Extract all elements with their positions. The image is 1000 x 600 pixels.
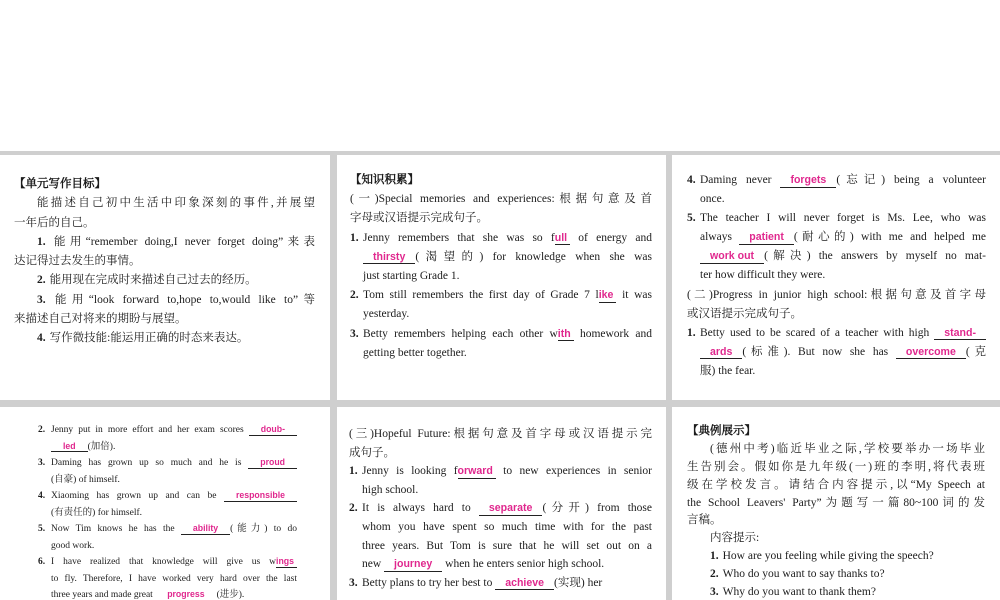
text-line [363,267,652,286]
answer-blank: achieve [495,578,554,591]
text-line [362,537,652,556]
exercise-item [38,488,297,521]
text-segment: getting better together. [363,346,467,359]
text-line [700,362,986,381]
panel-title: 【典例展示】 [687,425,756,437]
text-segment: (德州中考)临近毕业之际,学校要举办一场毕业 [710,442,985,455]
panel-title: 【单元写作目标】 [14,178,106,190]
panel-unit-writing-goals [0,155,330,400]
text-line [687,495,985,513]
text-line [700,247,986,266]
text-segment: 言稿。 [687,514,722,527]
text-segment: (进步). [216,590,245,600]
text-segment: yesterday. [363,308,410,321]
text-line [14,310,315,329]
text-line [51,587,297,600]
panel-progress-exercises [0,407,330,600]
text-line [14,291,315,310]
item-number: 4. [38,491,46,501]
answer-blank: stand- [934,328,986,341]
text-segment: (耐心的) with me and helped me [793,231,986,244]
answer-blank: thirsty [363,252,415,265]
item-number: 1. [687,326,696,339]
text-segment: (忘记) being a volunteer [836,174,986,186]
text-segment: It is always hard to [362,502,479,515]
text-line [700,228,986,247]
text-segment: 服) the fear. [700,364,756,377]
answer-blank: ings [276,557,297,568]
panel-knowledge-continued [672,155,1000,400]
answer-blank: work out [700,251,764,264]
panel-title: 【知识积累】 [350,174,419,186]
text-segment: Now Tim knows he has the [51,524,181,534]
exercise-item [38,455,297,488]
panel-knowledge-accumulation [337,155,666,400]
item-number: 2. [349,502,358,515]
top-blank-area [0,0,1000,151]
text-segment: to fly. Therefore, I have worked very hard over the last [51,573,297,584]
text-segment: (实现) her [554,576,603,589]
item-number: 3. [350,327,359,340]
text-segment: 写作微技能:能运用正确的时态来表达。 [49,332,249,344]
text-line [14,271,315,290]
item-number: 4. [687,174,696,186]
text-line [38,554,297,571]
text-line [51,472,297,489]
item-number: 1. [350,231,359,244]
text-segment: (自豪) of himself. [51,474,120,485]
text-segment: (渴望的) for knowledge when she was [415,250,652,263]
text-segment: once. [700,193,725,206]
answer-blank: ith [558,329,574,342]
panel-example-task [672,407,1000,600]
text-segment: 字母或汉语提示完成句子。 [350,212,488,225]
text-line [51,439,297,456]
item-number: 2. [37,274,46,287]
text-line [363,344,652,363]
text-segment: Betty remembers helping each other w [363,327,558,340]
exercise-item [687,584,985,600]
item-number: 3. [710,586,719,599]
text-line [687,530,985,548]
text-segment: the School Leavers' Party”为题写一篇80~100词的发 [687,496,985,509]
text-segment: ter how difficult they were. [700,269,826,282]
text-segment: The teacher I will never forget is Ms. Lee, who was [700,212,986,225]
answer-blank: progress [155,590,216,600]
text-segment: homework and [573,327,652,340]
text-segment: Daming never [700,174,781,186]
answer-blank: ike [599,290,617,303]
text-segment: Betty plans to try her best to [362,576,496,589]
text-line [349,499,652,518]
item-number: 1. [37,235,46,248]
text-segment: 或汉语提示完成句子。 [687,307,802,320]
text-line [350,190,652,209]
item-number: 6. [38,557,46,567]
item-number: 2. [38,425,46,435]
text-line [363,305,652,324]
paragraph [687,286,986,324]
answer-blank: ards [700,347,742,360]
text-segment: How are you feeling while giving the speech? [722,550,934,563]
text-segment: Betty used to be scared of a teacher with high [700,326,935,339]
text-segment: (分开) from those [542,502,652,515]
text-segment: 级在学校发言。请结合内容提示,以“My Speech at [687,478,985,491]
text-segment: 能用现在完成时来描述自己过去的经历。 [49,274,257,287]
exercise-item [38,422,297,455]
text-line [687,459,985,477]
exercise-item [14,291,315,330]
answer-blank: patient [739,232,794,245]
text-line [687,286,986,305]
text-segment: 来描述自己对将来的期盼与展望。 [14,312,187,325]
text-segment: 一年后的自己。 [14,216,95,229]
item-number: 1. [349,465,358,478]
answer-blank: proud [248,458,297,469]
text-line [350,325,652,344]
item-number: 5. [687,212,696,225]
text-segment: 能用“remember doing,I never forget doing”来表 [49,235,315,248]
answer-blank: forgets [780,175,836,188]
text-line [687,584,985,600]
text-segment: whom you have spent so much time with for the past [362,520,652,533]
answer-blank: separate [479,503,543,516]
text-line [14,233,315,252]
text-line [687,477,985,495]
item-number: 4. [37,332,46,344]
text-segment: to new experiences in senior [495,465,652,478]
text-line [687,548,985,566]
text-line [687,209,986,228]
text-segment: Jenny is looking f [362,465,458,478]
answer-blank: responsible [224,491,297,502]
text-line [14,194,315,213]
answer-blank: journey [384,559,442,572]
text-segment: 生告别会。假如你是九年级(一)班的李明,将代表班 [687,460,985,473]
text-segment: it was [616,289,652,302]
text-segment: (一)Special memories and experiences:根据句意及首 [350,193,652,206]
item-number: 3. [37,293,46,306]
answer-blank: orward [458,466,496,479]
item-number: 2. [350,289,359,302]
text-line [38,422,297,439]
text-segment: three years. But Tom is sure that he will set out on a [362,539,652,552]
text-segment: (解决) the answers by myself no mat- [764,250,986,263]
exercise-item [350,325,652,363]
answer-blank: ull [555,233,570,246]
text-line [38,455,297,472]
text-line [14,329,315,348]
text-segment: Jenny put in more effort and her exam scores [51,425,249,435]
text-segment: 内容提示: [710,532,760,545]
text-segment: 达记得过去发生的事情。 [14,255,141,267]
text-line [38,488,297,505]
exercise-item [349,574,652,593]
text-line [350,209,652,228]
text-line [700,343,986,362]
text-segment: always [700,231,740,244]
exercise-item [687,209,986,285]
text-segment: Jenny remembers that she was so f [363,231,555,244]
text-line [51,505,297,522]
text-segment: Xiaoming has grown up and can be [51,491,224,501]
paragraph [687,530,985,548]
text-segment: when he enters senior high school. [442,558,605,571]
exercise-item [14,271,315,290]
text-segment: high school. [362,483,419,496]
exercise-item [350,229,652,287]
text-line [687,441,985,459]
exercise-item [687,566,985,584]
text-line [687,305,986,324]
text-segment: Who do you want to say thanks to? [722,568,885,581]
text-line [687,566,985,584]
paragraph [349,425,652,462]
panel-hopeful-future [337,407,666,600]
text-line [51,538,297,555]
text-line [687,324,986,343]
exercise-item [687,548,985,566]
exercise-item [350,286,652,324]
exercise-item [14,329,315,348]
text-segment: (有责任的) for himself. [51,507,143,518]
text-segment: Tom still remembers the first day of Grade 7 l [363,289,599,302]
text-segment: (标准). But now she has [742,345,896,358]
text-line [687,171,986,190]
text-line [700,190,986,209]
panel-board [0,151,1000,600]
text-segment: good work. [51,540,95,551]
exercise-item [349,499,652,573]
text-line [350,286,652,305]
item-number: 5. [38,524,46,534]
text-segment: (克 [965,345,986,358]
text-segment: (三)Hopeful Future:根据句意及首字母或汉语提示完 [349,428,652,440]
text-segment: (二)Progress in junior high school:根据句意及首字母 [687,288,986,301]
paragraph [14,194,315,233]
text-line [14,252,315,271]
text-segment: Daming has grown up so much and he is [51,458,249,468]
text-segment: Why do you want to thank them? [722,586,876,599]
text-segment: three years and made great [51,590,156,600]
text-line [362,481,652,500]
text-segment: (能力) to do [230,524,297,534]
text-segment: 成句子。 [349,446,395,459]
text-line [51,571,297,588]
text-line [38,521,297,538]
text-line [349,444,652,463]
text-line [349,462,652,481]
paragraph [350,190,652,228]
exercise-item [38,554,297,600]
exercise-item [14,233,315,272]
answer-blank: doub- [249,425,297,436]
text-segment: 能描述自己初中生活中印象深刻的事件,并展望 [37,197,315,210]
answer-blank: ability [181,524,230,535]
answer-blank: overcome [896,347,966,360]
text-line [362,518,652,537]
text-segment: of energy and [570,231,652,244]
item-number: 1. [710,550,719,563]
answer-blank: led [51,442,88,453]
item-number: 2. [710,568,719,581]
text-line [349,574,652,593]
exercise-item [687,324,986,381]
paragraph [687,441,985,530]
item-number: 3. [38,458,46,468]
item-number: 3. [349,576,358,589]
text-line [700,266,986,285]
exercise-item [349,462,652,499]
text-segment: just starting Grade 1. [363,269,460,282]
text-line [362,555,652,574]
text-line [363,248,652,267]
text-line [350,229,652,248]
exercise-item [687,171,986,209]
text-segment: 能用“look forward to,hope to,would like to”等 [49,293,315,306]
text-line [687,512,985,530]
text-segment: I have realized that knowledge will give us w [51,557,277,567]
text-line [349,425,652,444]
exercise-item [38,521,297,554]
text-segment: (加倍). [87,441,116,452]
text-segment: new [362,558,385,571]
text-line [14,214,315,233]
